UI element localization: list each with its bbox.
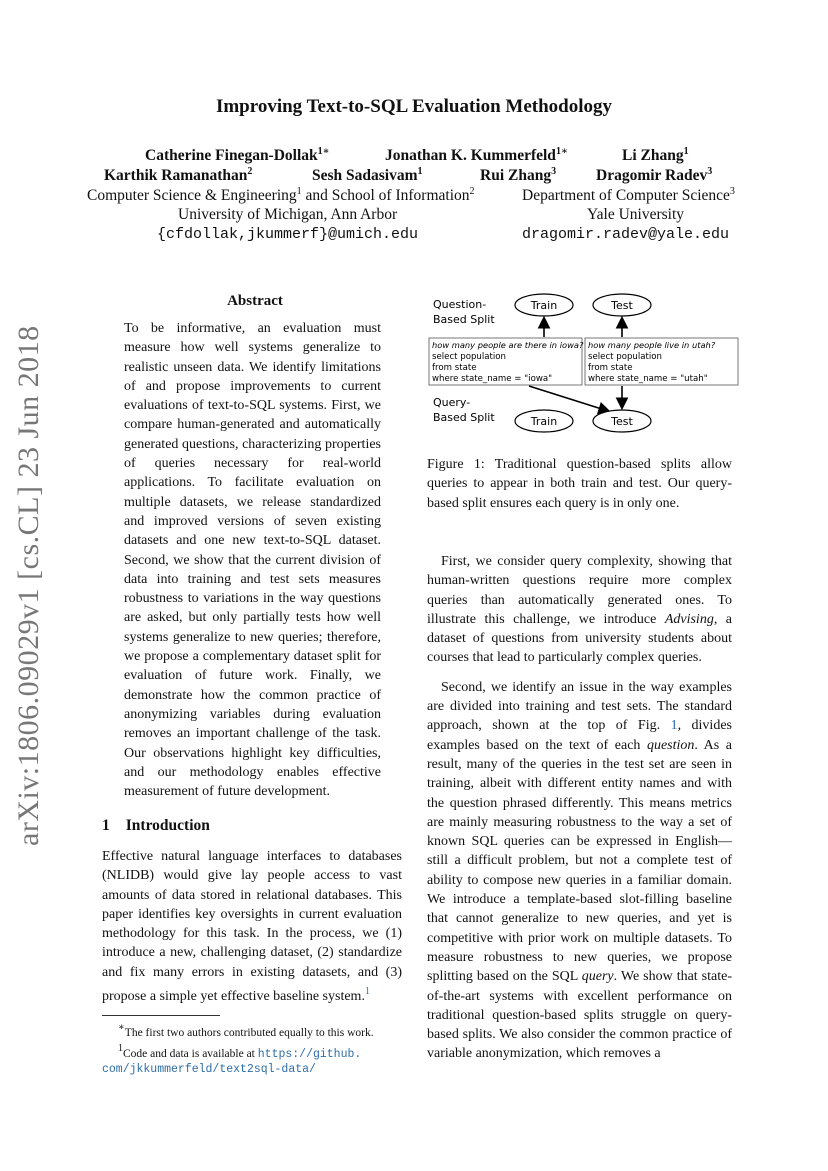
train-node-top-label: Train: [530, 299, 558, 312]
test-node-bottom-label: Test: [611, 415, 633, 428]
footnote-code-link-cont: [102, 1062, 402, 1077]
question-utah: how many people live in utah?: [588, 340, 716, 350]
figure-1-ref-link[interactable]: 1: [670, 718, 678, 734]
author-li-zhang: Li Zhang$^1$: [622, 146, 689, 164]
figure-1: [425, 290, 745, 445]
train-node-bottom-label: Train: [530, 415, 558, 428]
question-split-label-1: Question-: [433, 298, 487, 311]
university-yale: Yale University: [587, 206, 685, 223]
email-michigan: {cfdollak,jkummerf}@umich.edu: [157, 226, 419, 243]
arrow-iowa-to-test: [529, 386, 608, 411]
author-radev: Dragomir Radev$^3$: [596, 166, 713, 184]
section-heading-introduction: 1 Introduction: [102, 817, 210, 834]
abstract-text: [124, 319, 381, 801]
sql-utah-line-1: select population: [588, 352, 662, 362]
sql-iowa-line-3: where state_name = "iowa": [432, 374, 553, 384]
arxiv-identifier: arXiv:1806.09029v1 [cs.CL] 23 Jun 2018: [12, 325, 45, 846]
right-column-body: [427, 552, 732, 1064]
query-split-label-2: Based Split: [433, 411, 495, 424]
question-iowa: how many people are there in iowa?: [432, 340, 584, 350]
query-split-label-1: Query-: [433, 396, 471, 409]
footnote-code-link: $^1$Code and data is available at https://github.: [118, 1043, 362, 1061]
affiliation-yale: Department of Computer Science$^3$: [522, 186, 735, 204]
sql-iowa-line-1: select population: [432, 352, 506, 362]
email-yale: dragomir.radev@yale.edu: [522, 226, 730, 243]
abstract-paragraph: To be informative, an evaluation must measure how well systems generalize to realistic unseen data. We identify limitations of and propose improvements to current evaluations of text-to-SQL systems. First, we compare human-generated and automatically generated questions, characterizing properties of queries necessary for real-world applications. To facilitate evaluation on multiple datasets, we release standardized and improved versions of seven existing datasets and one new text-to-SQL dataset. Second, we show that the current division of data into training and test sets measures robustness to variations in the way questions are asked, but only partially tests how well systems generalize to new queries; therefore, we propose a complementary dataset split for evaluation of future work. Finally, we demonstrate how the common practice of anonymizing variables during evaluation removes an important challenge of the task. Our observations highlight key difficulties, and our methodology enables effective measurement of future development.: [124, 321, 381, 800]
paragraph-query-complexity: First, we consider query complexity, showing that human-written questions require more complex queries than automatically generated ones. To illustrate this challenge, we introduce Advising, a dataset of questions from university students about courses that lead to particularly complex queries.: [427, 554, 732, 666]
paper-title: Improving Text-to-SQL Evaluation Methodology: [215, 96, 613, 117]
figure-1-caption-text: Figure 1: Traditional question-based splits allow queries to appear in both train and test. Our query-based split ensures each query is in only one.: [427, 457, 732, 511]
author-rui-zhang: Rui Zhang$^3$: [480, 166, 557, 184]
test-node-top-label: Test: [611, 299, 633, 312]
footnotes: [102, 1020, 402, 1077]
paragraph-data-splits: Second, we identify an issue in the way examples are divided into training and test sets. The standard approach, shown at the top of Fig. 1, divides examples based on the text of each question. As a result, many of the queries in the test set are seen in training, albeit with different entity names and with the question phrased differently. This means metrics are mainly measuring robustness to the way a set of known SQL queries can be expressed in English—still a difficult problem, but not a complete test of ability to compose new queries in a familiar domain. We introduce a template-based slot-filling baseline that cannot generalize to new queries, and yet is competitive with prior work on multiple datasets. To measure robustness to new queries, we propose splitting based on the SQL query. We show that state-of-the-art systems with excellent performance on traditional question-based splits struggle on query-based splits. We also consider the common practice of variable anonymization, which removes a: [427, 679, 732, 1062]
introduction-paragraph: Effective natural language interfaces to databases (NLIDB) would give lay people access to vast amounts of data stored in relational databases. This paper identifies key oversights in current evaluation methodology for this task. In the process, we (1) introduce a new, challenging dataset, (2) standardize and fix many errors in existing datasets, and (3) propose a simple yet effective baseline system.$^1$: [102, 849, 402, 1005]
affiliation-michigan: Computer Science & Engineering$^1$ and School of Information$^2$: [87, 186, 475, 204]
author-finegan-dollak: Catherine Finegan-Dollak$^{1∗}$: [145, 146, 330, 164]
author-sadasivam: Sesh Sadasivam$^1$: [312, 166, 423, 184]
university-michigan: University of Michigan, Ann Arbor: [178, 206, 398, 223]
github-link-cont[interactable]: com/jkkummerfeld/text2sql-data/: [102, 1063, 316, 1076]
abstract-heading: Abstract: [227, 293, 283, 309]
author-kummerfeld: Jonathan K. Kummerfeld$^{1∗}$: [385, 146, 568, 164]
footnote-equal-contribution: ∗The first two authors contributed equally to this work.: [118, 1022, 374, 1039]
author-ramanathan: Karthik Ramanathan$^2$: [104, 166, 253, 184]
figure-1-diagram: [425, 290, 745, 440]
sql-utah-line-2: from state: [588, 363, 633, 373]
question-split-label-2: Based Split: [433, 313, 495, 326]
figure-1-caption: [427, 455, 732, 513]
introduction-text: [102, 847, 402, 1006]
footnote-ref-1[interactable]: 1: [364, 986, 370, 998]
sql-utah-line-3: where state_name = "utah": [588, 374, 708, 384]
sql-iowa-line-2: from state: [432, 363, 477, 373]
footnote-divider: [102, 1015, 220, 1016]
github-link[interactable]: https://github.: [257, 1048, 362, 1061]
